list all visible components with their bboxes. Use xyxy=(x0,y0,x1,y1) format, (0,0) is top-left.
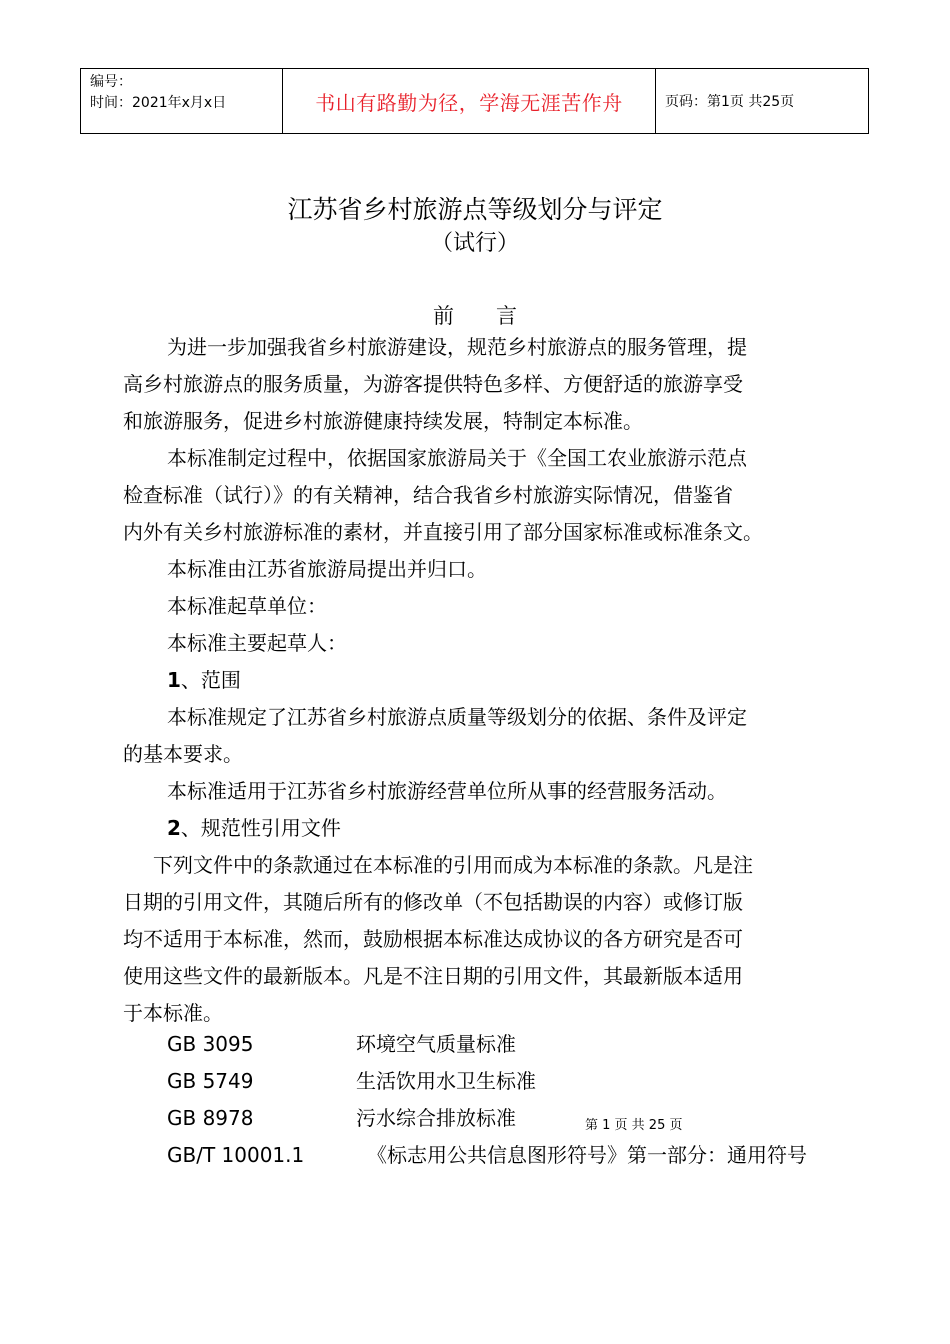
reference-code: GB/T 10001.1 xyxy=(167,1143,305,1167)
paragraph-line: 于本标准。 xyxy=(123,1001,223,1025)
header-page-cell xyxy=(656,69,868,133)
motto-text: 书山有路勤为径，学海无涯苦作舟 xyxy=(315,90,623,115)
document-title: 江苏省乡村旅游点等级划分与评定 xyxy=(287,195,663,224)
section-number: 1 xyxy=(167,668,181,692)
header-left-cell xyxy=(81,69,283,133)
reference-name: 生活饮用水卫生标准 xyxy=(356,1069,536,1093)
page-info: 页码：第1页 共25页 xyxy=(665,94,795,110)
paragraph-line: 为进一步加强我省乡村旅游建设，规范乡村旅游点的服务管理，提 xyxy=(167,335,747,359)
section-heading-scope xyxy=(123,662,833,699)
time-label: 时间：2021年x月x日 xyxy=(90,95,227,111)
reference-name: 污水综合排放标准 xyxy=(356,1106,516,1130)
paragraph-line: 日期的引用文件，其随后所有的修改单（不包括勘误的内容）或修订版 xyxy=(123,890,743,914)
preface-heading: 前 言 xyxy=(433,304,517,328)
paragraph-line: 的基本要求。 xyxy=(123,742,243,766)
paragraph-line: 使用这些文件的最新版本。凡是不注日期的引用文件，其最新版本适用 xyxy=(123,964,743,988)
section-title: 、范围 xyxy=(180,668,241,692)
reference-name: 《标志用公共信息图形符号》第一部分：通用符号 xyxy=(367,1143,807,1167)
paragraph-line: 高乡村旅游点的服务质量，为游客提供特色多样、方便舒适的旅游享受 xyxy=(123,372,743,396)
paragraph-line: 下列文件中的条款通过在本标准的引用而成为本标准的条款。凡是注 xyxy=(153,853,753,877)
paragraph-line: 均不适用于本标准，然而，鼓励根据本标准达成协议的各方研究是否可 xyxy=(123,927,743,951)
paragraph-line: 本标准适用于江苏省乡村旅游经营单位所从事的经营服务活动。 xyxy=(167,779,727,803)
section-heading-references xyxy=(123,810,833,847)
paragraph-line: 和旅游服务，促进乡村旅游健康持续发展，特制定本标准。 xyxy=(123,409,643,433)
header-table xyxy=(80,68,869,134)
section-title: 、规范性引用文件 xyxy=(180,816,341,840)
reference-code: GB 8978 xyxy=(167,1106,254,1130)
reference-row xyxy=(167,1137,807,1174)
header-motto-cell xyxy=(283,69,656,133)
body-text xyxy=(123,329,833,1032)
paragraph-line: 本标准规定了江苏省乡村旅游点质量等级划分的依据、条件及评定 xyxy=(167,705,747,729)
paragraph-line: 本标准由江苏省旅游局提出并归口。 xyxy=(167,557,487,581)
paragraph-line: 检查标准（试行）》的有关精神，结合我省乡村旅游实际情况，借鉴省 xyxy=(123,483,733,507)
reference-row xyxy=(167,1100,516,1137)
reference-code: GB 3095 xyxy=(167,1032,254,1056)
reference-code: GB 5749 xyxy=(167,1069,254,1093)
footer-page-number: 第 1 页 共 25 页 xyxy=(585,1118,683,1133)
section-number: 2 xyxy=(167,816,181,840)
reference-name: 环境空气质量标准 xyxy=(356,1032,516,1056)
paragraph-line: 本标准制定过程中，依据国家旅游局关于《全国工农业旅游示范点 xyxy=(167,446,747,470)
paragraph-line: 内外有关乡村旅游标准的素材，并直接引用了部分国家标准或标准条文。 xyxy=(123,520,763,544)
reference-row xyxy=(167,1063,536,1100)
paragraph-line: 本标准起草单位： xyxy=(167,594,327,618)
reference-row xyxy=(167,1026,516,1063)
paragraph-line: 本标准主要起草人： xyxy=(167,631,347,655)
number-label: 编号： xyxy=(90,74,132,90)
document-subtitle: （试行） xyxy=(430,231,519,256)
